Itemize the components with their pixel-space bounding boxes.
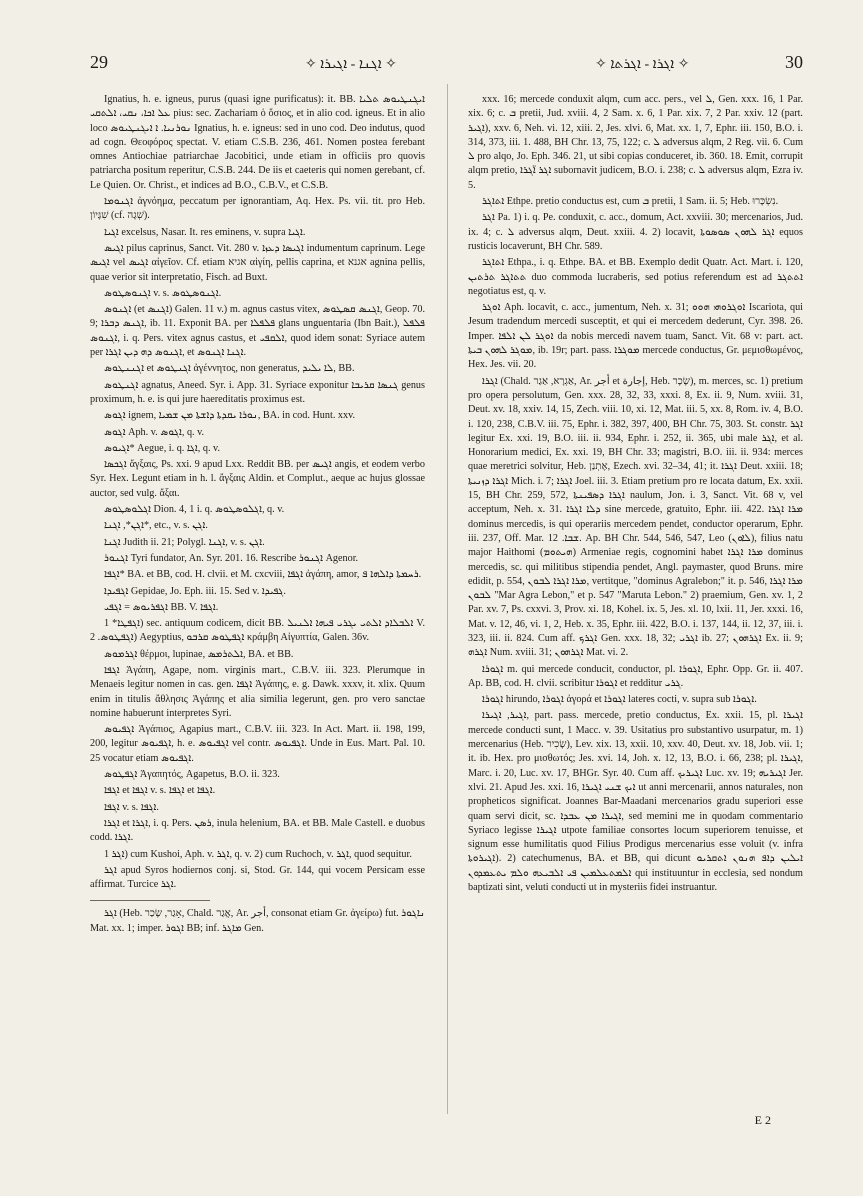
right-page-number: 30 [785, 52, 803, 72]
left-page-number: 29 [90, 52, 108, 72]
left-column-entry: ܐܓܢ*, ܐܓܢܐ*, etc., v. s. ܐܓܢ. [104, 520, 208, 532]
left-column [90, 93, 425, 938]
right-running-head: ✧ ܐܓܪܐ - ܐܓܪܬܐ ✧ [595, 57, 690, 72]
right-column-entry: ܐܓܘܪܐ m. qui mercede conducit, conductor, pl. ܐܓܘܪܐ, Ephr. Opp. Gr. ii. 407. Ap. BB, cod. H. clvii. scribitur ܐܓܘܪܐ et redditur ܓܪܝ. [468, 663, 803, 689]
left-column-entry: ܐܓܪ 1) cum Kushoi, Aph. v. ܐܓܪ, q. v. 2) cum Ruchoch, v. ܐܓܪ, quod sequitur. [104, 848, 412, 860]
left-column-entry: ܐܓܢܐ Judith ii. 21; Polygl. ܐܓܢܐ, v. s. ܐܓܢ. [104, 536, 265, 548]
column-divider [447, 84, 448, 1114]
left-column-entry: ܐܓܦܐ Ἀγάπη, Agape, nom. virginis mart., C.B.V. iii. 323. Plerumque in Menaeis legitur nomen in cas. gen. ܐܓܦܐ Ἀγάπης, e. g. Dawk. xxxv, it. xlix. Quum enim in titulis ἄθλησις Ἀγάπης et alia similia legerunt, gen. pro vero sanctae nomine habuerunt interpretes Syri. [90, 664, 425, 719]
left-column-entry: ܐܓܦܐ et ܐܓܦܐ v. s. ܐܓܦܐ et ܐܓܦܐ. [104, 785, 216, 797]
left-column-entry: ܐܓܪ apud Syros hodiernos conj. si, Stod. Gr. 144, qui vocem Persicam esse affirmat. Turcice ܐܓܪ. [90, 864, 425, 891]
footnote-rule [90, 900, 210, 901]
left-column-continuing-entry: ܐܓܪ (Heb. אָגַר, שָׂכַר, Chald. אֲגַר, Ar. أجر, consonat etiam Gr. ἀγείρω) fut. ܢܐܓܘܪ Mat. xx. 1; imper. ܐܓܘܪ BB; inf. ܡܐܓܪ Gen. [90, 908, 426, 934]
left-column-entry: ܐܓܦܪܝܘܣ = ܐܓܦܝ BB. V. ܐܓܦܐ. [104, 601, 219, 613]
right-column-entry: ܐܬܐܓܪ Ethpa., i. q. Ethpe. BA. et BB. Exemplo dedit Quatr. Act. Mart. i. 120, ܬܬܐܓܪ ܬܪܬܝܢ duo commoda lucraberis, sed potius referendum est ad ܐܬܬܓܪ negotiatus est, q. v. [468, 257, 803, 297]
left-column-entry: ܐܓܘܣ ignem, ܢܘܪܐ ܝܩܕܬܐ ܕܐܫܬܐ ܡܢ ܫܡܝܐ, BA. in cod. Hunt. xxv. [104, 410, 356, 422]
left-column-entry: ܐܓܦܛܐ* 1) sec. antiquum codicem, dicit BB. ܐܠܒܠܐܕ ܐܠܬܝ ܝܓܪܝ ܦܝܗܐ ܐܠܢܝܠ V. ܐܓܦܛܘܣ. 2) Aegyptius, ܐܓܦܛܘܣ ܩܪܒܘ κράμβη Αἰγυπτία, Galen. 36v. [90, 618, 426, 644]
left-column-entry: ܐܓܪܐ et ܐܓܪܐ, i. q. Pers. ܪܣܢ, inula helenium, BA. et BB. Male Castell. e duobus codd. ܐܓܪܐ. [90, 817, 426, 844]
left-column-entry: ܐܓܦܝܕܐ Gepidae, Jo. Eph. iii. 15. Sed v. ܓܦܝܕܐ. [104, 585, 286, 597]
left-column-entry: ܐܓܪܡܘܣ θέρμοι, lupinae, ܐܠܬܪܡܣ, BA. et BB. [104, 648, 294, 660]
left-column-entry: ܐܓܟܣܐ ἄγξαις, Ps. xxi. 9 apud Lxx. Reddit BB. per ܐܓܝܣ angis, et eodem verbo Syr. Hex. Legunt etiam in h. l. ἄγξαις Aldin. et Complut., aeque ac hujus glossae auctor, sed vulg. ἄξαι. [90, 459, 425, 499]
left-column-entry: ܐܓܢܘܣܛܘܣ v. s. ܐܓܢܘܣܛܘܣ. [104, 287, 222, 299]
right-column-entry: ܐܬܐܓܪ Ethpe. pretio conductus est, cum ܒ pretii, 1 Sam. ii. 5; Heb. נִשְׂכָּרוּ. [482, 196, 779, 208]
left-column-entry: ܐܓܢܘܪ Tyri fundator, An. Syr. 201. 16. Rescribe ܐܓܢܘܪ Agenor. [104, 552, 359, 564]
left-column-entry: ܐܓܦܐ* BA. et BB, cod. H. clvii. et M. cxcviii, ܐܓܦܐ ἀγάπη, amor, ܪܚܡܬܐ ܕܐܠܗܐ ܦ. [104, 569, 422, 581]
left-column-entry: ܐܓܢܘܣ (et ܐܓܢܣ) Galen. 11 v.) m. agnus castus vitex, ܐܓܢܣ ܩܣܛܘܣ, Geop. 70. 9; ܐܓܢܣ ܕܒܪܐ, ib. 11. Exponit BA. per ܦܠܦܠܐ glans unguentaria (Ibn Bait.), ܦܠܦܠ ܐܓܢܘܣ, i. q. Pers. vitex agnus castus, et ܐܠܩܦܝ, quod idem sonat: Syriace autem per ܐܓܢܘܣ ܕܗ ܕܝܢ ܐܓܪܐ, et ܐܓܢܐ ܐܓܢܘܣ. [90, 304, 426, 359]
left-column-entry: ܐܓܦܝܘܣ Ἀγάπιος, Agapius mart., C.B.V. iii. 323. In Act. Mart. ii. 198, 199, 200, legitur ܐܓܦܝܘܣ, h. e. ܐܓܦܝܘܣ vel contr. ܐܓܦܝܘܣ. Unde in Eus. Mart. Pal. 10. 25 vocatur etiam ܐܓܦܝܘܣ. [90, 724, 425, 764]
left-column-entry: ܐܓܦܛܘܣ Ἀγαπητός, Agapetus, B.O. ii. 323. [104, 769, 280, 781]
right-column [468, 93, 803, 897]
left-column-entry: ܐܓܢܢܛܘܣ et ܐܓܢܛܘܣ ἀγέννητος, non generatus, ܠܐ ܝܠܝܕ, BB. [104, 363, 355, 375]
left-column-entry: ܐܓܢܛܘܣ agnatus, Aneed. Syr. i. App. 31. Syriace exponitur ܓܢܣܐ ܩܪܝܒܐ genus proximum, h. e. is qui jure haereditatis proximus est. [90, 379, 425, 405]
right-column-entry: xxx. 16; mercede conduxit alqm, cum acc. pers., vel ܠ, Gen. xxx. 16, 1 Par. xix. 6; c. ܒ pretii, Jud. xviii. 4, 2 Sam. x. 6, 1 Par. xix. 7, 2 Par. xxiv. 12 (part. ܐܓܝܪ), xxv. 6, Neh. vi. 12, xiii. 2, Jes. xlvi. 6, Mat. xx. 1, 7, Ephr. iii. 150, B.O. i. 314, 373, iii. 1. 488, BH Chr. 13, 75, 122; c. ܠ adversus alqm, 2 Reg. vii. 6. Cum ܠ pro alqo, Jo. Eph. 346. 21, ut sibi copias conduceret, ib. 360. 18. Emit, corrupit alqm pretio, ܐܓܪ ܐ̈ܓܪܐ subornavit judicem, B.O. i. 238; c. ܠ adversus alqm, Ezra iv. 5. [468, 94, 804, 191]
left-column-entry: ܐܓܝܣ pilus caprinus, Sanct. Vit. 280 v. ܐܓܝܣܐ ܕܥܙܐ indumentum caprinum. Lege ܐܓܝܣ vel ܐܓܝܣ αἰγεῖον. Cf. etiam אגיא αἰγίη, pellis caprina, et אגנא agnina pellis, quae verior sit interpretatio, Fisch. ad Buxt. [90, 242, 425, 283]
left-running-head: ✧ ܐܓܢܐ - ܐܓܝܪܐ ✧ [305, 57, 397, 72]
right-column-entry: ܐܓܘܪܐ hirundo, ܐܓܘܪܐ ἀγορά et ܐܓܘܪܐ lateres cocti, v. supra sub ܐܓܘܪܐ. [482, 694, 757, 706]
signature-mark: E 2 [754, 1113, 771, 1127]
left-column-entry: ܐܓܝܘܣ* Aegue, i. q. ܐܓܐ, q. v. [104, 442, 221, 454]
left-column-entry: ܐܓܦܐ v. s. ܐܓܦܐ. [104, 801, 159, 813]
right-column-entry: ܐܓܝܪ, ܐܓܝܪܐ, part. pass. mercede, pretio conductus, Ex. xxii. 15, pl. ܐܓܝܪܐ mercede conducti sunt, 1 Macc. v. 39. Usitatius pro substantivo usurpatur, m. 1) mercenarius (Heb. שָׂכִיר), Lev. xix. 13, xxii. 10, xxv. 40, Deut. xv. 18, Job. vii. 1; it. ib. Hex. pro μισθωτός; Jes. xvi. 14, Joh. x. 12, 13, B.O. i. 66, 238; pl. ܐܓܝܪܐ, Marc. i. 20, Luc. xv. 17, BHGr. Syr. 40. Cum aff. ܐܓܝܪܝܟ Luc. xv. 19; ܐܓܝܪܝܗ Jer. xlvi. 21. Apud Jes. xxi. 16, ܐܝܟ ܫܢܝ ܐܓܝܪܐ ut anni mercenarii, annos naturales, non propheticos significat. Joannes Bar-Maadani mercenarios gradu superiori esse quam servi dicit, sc. ܐܓܝܪܐ ܡܢ ܥܒܕܐ, sed memini me in quodam commentario Syriaco legisse ܐܓܝܪܐ utpote familiae consortes locum superiorem tenuisse, et signum esse humilitatis quod Filius Prodigus mercenarius esse voluit (v. infra ܐܓܝܪܘܬܐ). 2) catechumenus, BA. et BB, qui dicunt ܐܝܠܝܢ ܕܐܦ ܗܢܘܢ ܐܬܩܪܝܘ ܐܠܡܬܥܠܡܝܢ ܦܝ ܐܠܒܝܥܗ ܘܠܡ ܝܬܥܡܕܘܢ qui instituuntur in ecclesia, sed nondum baptizati sint, veluti conducti ut in mysteriis fidei instruantur. [468, 710, 804, 894]
left-column-entry: Ignatius, h. e. igneus, purus (quasi igne purificatus): it. BB. ܐܝܓܢܛܝܘܣ ܬܠܝܐ ܥܠ ܐܟܐ، ܢܩܝ، ܐܠܬܩܝ pius: sec. Zachariam ὁ ὅσιος, et in alio cod. igneus. Et in alio loco ܢܘܪܢܝܐ. ܐ ܐܝܓܢܛܝܘܣ Ignatius, h. e. igneus: sed in uno cod. Deo indutus, quod ad cogn. Θεοφόρος spectat. V. etiam C.S.B. 236, 461. Nomen postea ferebant omnes Antiochiae patriarchae Jacobitici, unde etiam in officiis pro quovis patriarcha positum reperitur, C.S.B. 244. De iis et caeteris qui nomen gerebant, cf. Le Quien. Or. Christ., et indices ad B.O., C.B.V., et C.S.B. [90, 94, 425, 191]
left-column-entry: ܐܓܝܐ excelsus, Nasar. It. res eminens, v. supra ܐܓܝܐ. [104, 226, 306, 238]
page-header [90, 52, 803, 76]
left-column-entry: ܐܓܠܘܣܛܘܣ Dion. 4, 1 i. q. ܐܓܠܘܣܛܘܣ, q. v. [104, 504, 285, 516]
left-column-entry: ܐܓܘܣ Aph. v. ܐܓܘܣ, q. v. [104, 426, 205, 438]
right-column-entry: ܐܓܪܐ (Chald. אַגְרָא, אַגַר, Ar. أجر et إجارة, Heb. שָׂכָר), m. merces, sc. 1) pretium pro opera persolutum, Gen. xxx. 28, 32, 33, xxxi. 8, Ex. ii. 9, Num. xviii. 31, Deut. xv. 18, xxiv. 14, 15, Zech. viii. 10, xi. 12, Mat. iii. 5, xx. 8, Rom. iv. 4, B.O. i. 120, 238, C.B.V. iii. 75, Ephr. i. 382, 397, 400, BH Chr. 75, 303. St. constr. ܐܓܪ legitur Ex. xxi. 19, B.O. iii. ii. 934, Ephr. i. 252, ii. 365, ubi male ܐܓܪ, et al. Honorarium medici, Ex. xxi. 19, BH Chr. 33; magistri, B.O. iii. ii. 934: merces quae meretrici solvitur, Heb. אֶתְנַן, Ezech. xvi. 32–34, 41; it. ܐܓܪܐ Deut. xxiii. 18; ܐܓܪܐ ܕܙܢܝܬܐ Mich. i. 7; ܐܓܪܐ Joel. iii. 3. Etiam pretium pro re locata datum, Ex. xxii. 15, BH Chr. 259, 572, ܐܓܪܐ ܕܣܦܝܢܬܐ naulum, Jon. i. 3, Sanct. Vit. 68 v, vel acceptum, Neh. x. 31. ܕܠܐ ܐܓܪܐ sine mercede, gratuito, Ephr. iii. 422. ܡܪܐ ܐܓܪܐ dominus mercedis, is qui operariis mercedem pendet, conductor operarum, Ephr. iii. 237, Off. Mar. ܫܒܐ. 12. Ap. BH Chr. 544, 546, 547, Leo (ܠܐܘܢ), filius natu major Haithomi (ܗܝܬܘܡ) Armeniae regis, cognomini habet ܡܪܐ ܐܓܪܐ dominus mercedis, sc. qui militibus stipendia pendet, Angl. paymaster, quod Bruns. mire edidit, p. 554, ܡܪܐ ܐܓܪܐ ܠܒܘܢ, vertitque, "dominus Agralebon;" it. p. 546, ܡܪܐ ܐܓܪܐ ܠܒܘܢ "Mar Agra Lebon," et p. 547 "Maruta Lebon." 2) praemium, Gen. xv. 1, 2 Par. xv. 7, Ps. cxxvi. 3, Prov. xi. 18, Kohel. ix. 5, Jes. xl. 10, lxii. 11, Jer. xxxi. 16, Mat. v. 12, 46, vi. 1, 2, Heb. x. 35, Ephr. iii. 422, B.O. i. 137, 144, ii. 12, 37, iii. i. 323, iii. ii. 824. Cum aff. ܐܓܪܟ Gen. xxx. 18, 32; ܐܓܪܝ ib. 27; ܐܓܪܗܘܢ Ex. ii. 9; ܐܓܪܗ Num. xviii. 31; ܐܓܪܗܘܢ Mat. vi. 2. [468, 375, 804, 659]
right-column-entry: ܐܓܪ Pa. 1) i. q. Pe. conduxit, c. acc., domum, Act. xxviii. 30; mercenarios, Jud. ix. 4; c. ܠ adversus alqm, Deut. xxiii. 4. 2) locavit, ܐܓܪ ܠܗܘܢ ܣܘܣܘܬܐ equos rusticis locaverunt, BH Chr. 589. [468, 212, 803, 252]
right-column-entry: ܐܘܓܪ Aph. locavit, c. acc., jumentum, Neh. x. 31; ܐܘܓܪܘܗܝ ܗܘܘ Iscariota, qui Jesum tradendum mercedi susceptit, et qui ei mercedem dederunt, Cyr. 398. 26. Imper. ܐܘܓܪ ܠܢ ܐܠܦܐ da nobis mercedi navem tuam, Sanct. Vit. 68 v: part. act. ܡܘܓܪ ܠܗܘܢ ܒܝܬܐ, ib. 19r; part. pass. ܡܘܓܪܐ mercede conductus, Gr. μεμισθωμένος, Hex. Jes. vii. 20. [468, 302, 804, 371]
left-column-entry: ܐܓܢܘܡܐ ἀγνόημα, peccatum per ignorantiam, Aq. Hex. Ps. vii. tit. pro Heb. שִׁגָּיוֹן (cf. שְׁגָה). [90, 196, 425, 222]
